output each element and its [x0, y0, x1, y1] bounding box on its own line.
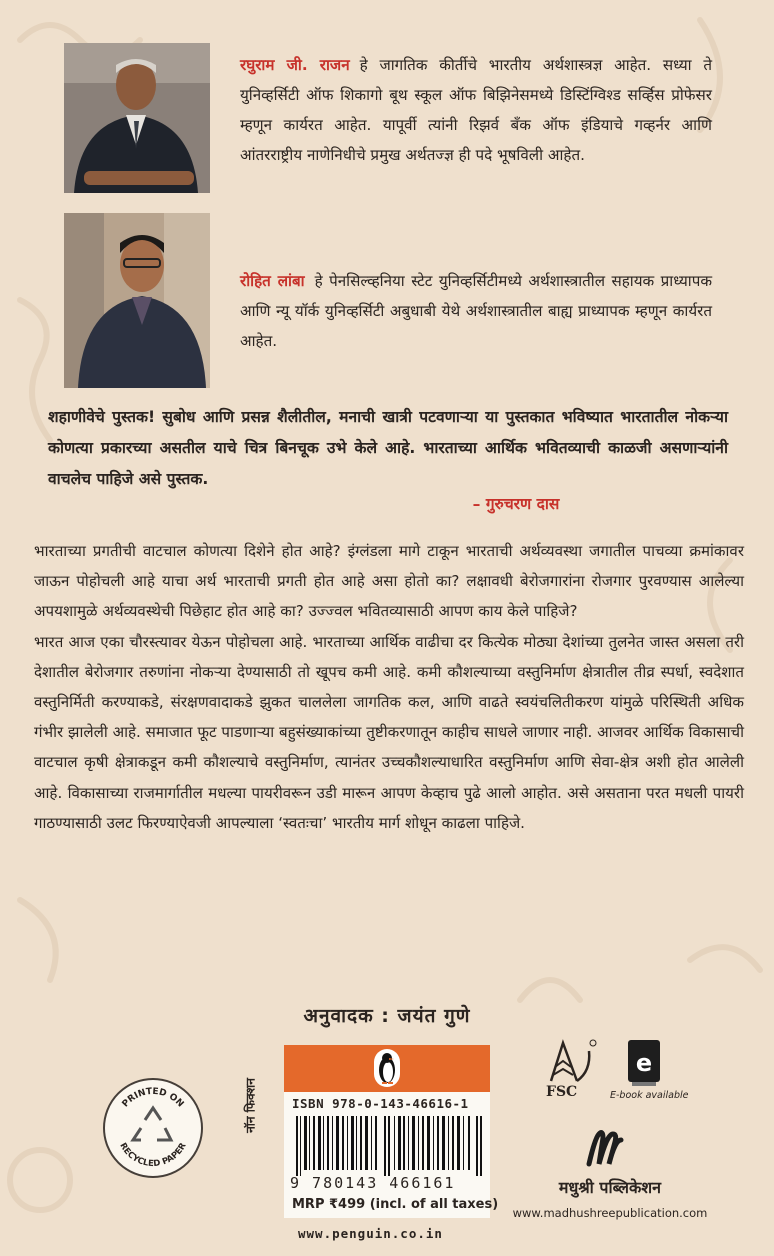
publisher-website: www.madhushreepublication.com [512, 1206, 708, 1220]
book-description [34, 536, 744, 838]
fsc-label: FSC [546, 1084, 578, 1100]
genre-label [240, 1052, 262, 1162]
svg-text:PRINTED ON: PRINTED ON [120, 1086, 186, 1110]
author-name-1: रघुराम जी. राजन [240, 56, 350, 74]
penguin-website: www.penguin.co.in [298, 1226, 443, 1241]
isbn-text: ISBN 978-0-143-46616-1 [292, 1096, 469, 1111]
ebook-available-label: E-book available [610, 1090, 689, 1101]
translator-credit: अनुवादक : जयंत गुणे [303, 1005, 471, 1027]
description-paragraph-2: भारत आज एका चौरस्त्यावर येऊन पोहोचला आहे. भारताच्या आर्थिक वाढीचा दर कित्येक मोठ्या देशांच्या तुलनेत जास्त असला तरी देशातील बेरोजगार तरुणांना नोकऱ्या देण्यासाठी तो खूपच कमी आहे. कमी कौशल्याच्या वस्तुनिर्माण क्षेत्रातील तीव्र स्पर्धा, स्वदेशात वस्तुनिर्मिती करण्याकडे, संरक्षणवादाकडे झुकत चाललेला जागतिक कल, आणि वाढते स्वयंचलितीकरण यांमुळे परिस्थिती अधिक गंभीर झालेली आहे. समाजात फूट पाडणाऱ्या बहुसंख्याकांच्या तुष्टीकरणातून काहीच साधले जाणार नाही. आजवर आर्थिक विकासाची वाटचाल कृषी क्षेत्राकडून कमी कौशल्याचे वस्तुनिर्माण, त्यानंतर उच्चकौशल्याधारित वस्तुनिर्माण आणि सेवा-क्षेत्र अशी होत आलेली आहे. विकासाच्या राजमार्गातील मधल्या पायरीवरून उडी मारून आपण केव्हाच पुढे आलो आहोत. असे असताना परत मधली पायरी गाठण्यासाठी उलट फिरण्याऐवजी आपल्याला ‘स्वतःचा’ भारतीय मार्ग शोधून काढला पाहिजे. [34, 632, 744, 832]
author-photo-rohit-lamba [64, 213, 210, 388]
barcode-image [296, 1116, 482, 1176]
author-bio-1 [240, 50, 712, 170]
author-bio-text-1: हे जागतिक कीर्तीचे भारतीय अर्थशास्त्रज्ञ आहेत. सध्या ते युनिव्हर्सिटी ऑफ शिकागो बूथ स्कूल ऑफ बिझिनेसमध्ये डिस्टिंग्विश्ड सर्व्हिस प्रोफेसर म्हणून कार्यरत आहेत. यापूर्वी त्यांनी रिझर्व बँक ऑफ इंडियाचे गव्हर्नर आणि आंतरराष्ट्रीय नाणेनिधीचे प्रमुख अर्थतज्ज्ञ ही पदे भूषविली आहेत. [240, 56, 712, 164]
endorsement-attribution: – गुरुचरण दास [472, 495, 560, 513]
penguin-logo-icon [374, 1049, 400, 1087]
genre-text: नॉन फिक्शन [243, 1078, 258, 1133]
ebook-letter: e [635, 1049, 653, 1077]
svg-text:RECYCLED PAPER: RECYCLED PAPER [117, 1141, 189, 1170]
author-bio-text-2: हे पेनसिल्व्हनिया स्टेट युनिव्हर्सिटीमध्ये अर्थशास्त्रातील सहायक प्राध्यापक आणि न्यू यॉर्क युनिव्हर्सिटी अबुधाबी येथे अर्थशास्त्रातील बाह्य प्राध्यापक म्हणून कार्यरत आहेत. [240, 272, 712, 350]
ebook-icon [626, 1038, 662, 1088]
author-bio-2 [240, 266, 712, 356]
author-photo-raghuram-rajan [64, 43, 210, 193]
author-name-2: रोहित लांबा [240, 272, 305, 290]
description-paragraph-1: भारताच्या प्रगतीची वाटचाल कोणत्या दिशेने होत आहे? इंग्लंडला मागे टाकून भारताची अर्थव्यवस्था जगातील पाचव्या क्रमांकावर जाऊन पोहोचली आहे याचा अर्थ भारताची प्रगती होत आहे असा होतो का? लक्षावधी बेरोजगारांना रोजगार पुरवण्यास आलेल्या अपयशामुळे अर्थव्यवस्थेची पिछेहाट होत आहे का? उज्ज्वल भवितव्यासाठी आपण काय केले पाहिजे? [34, 542, 744, 621]
barcode-number: 9 780143 466161 [290, 1174, 456, 1192]
mrp-price: MRP ₹499 (incl. of all taxes) [292, 1197, 499, 1212]
publisher-logo-icon [585, 1128, 625, 1170]
recycled-paper-badge [103, 1078, 203, 1178]
endorsement-quote: शहाणीवेचे पुस्तक! सुबोध आणि प्रसन्न शैलीतील, मनाची खात्री पटवणाऱ्या या पुस्तकात भविष्यात भारतातील नोकऱ्या कोणत्या प्रकारच्या असतील याचे चित्र बिनचूक उभे केले आहे. भारताच्या आर्थिक भवितव्याची काळजी असणाऱ्यांनी वाचलेच पाहिजे असे पुस्तक. [48, 408, 728, 488]
recycle-icon [133, 1108, 171, 1140]
publisher-name: मधुश्री पब्लिकेशन [558, 1178, 662, 1197]
